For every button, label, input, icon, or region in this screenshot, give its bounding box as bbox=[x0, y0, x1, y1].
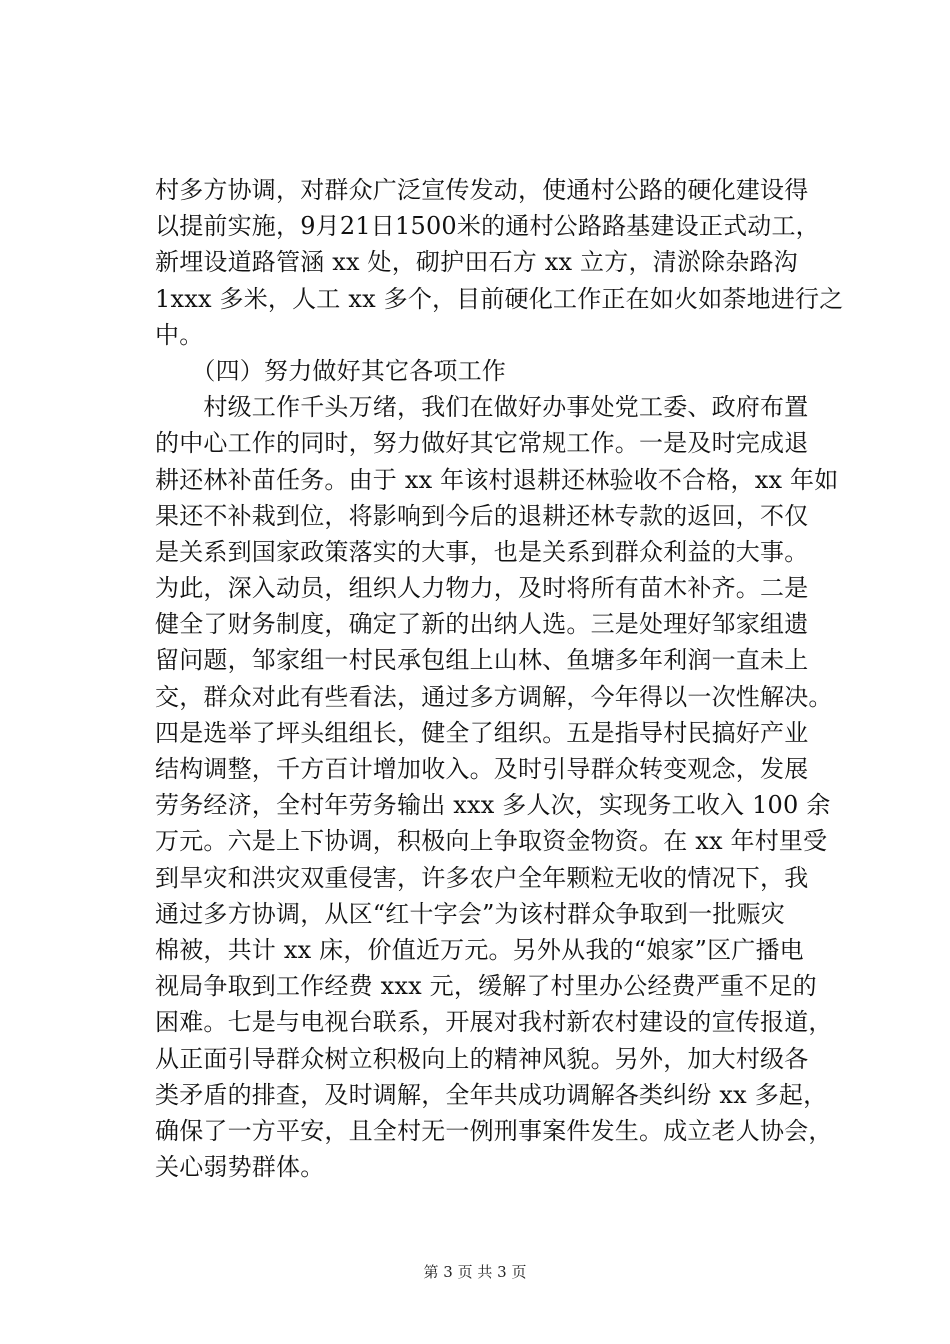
text-line-21: 通过多方协调，从区“红十字会”为该村群众争取到一批赈灾 bbox=[155, 899, 785, 928]
text-line-18: 劳务经济，全村年劳务输出 xxx 多人次，实现务工收入 100 余 bbox=[155, 791, 831, 820]
text-line-8: 的中心工作的同时，努力做好其它常规工作。一是及时完成退 bbox=[155, 429, 809, 458]
text-line-13: 健全了财务制度，确定了新的出纳人选。三是处理好邹家组遗 bbox=[155, 610, 809, 639]
text-line-9: 耕还林补苗任务。由于 xx 年该村退耕还林验收不合格，xx 年如 bbox=[155, 465, 839, 494]
text-line-3: 新埋设道路管涵 xx 处，砌护田石方 xx 立方，清淤除杂路沟 bbox=[155, 248, 798, 277]
text-line-14: 留问题，邹家组一村民承包组上山林、鱼塘多年利润一直未上 bbox=[155, 646, 809, 675]
text-line-26: 类矛盾的排查，及时调解，全年共成功调解各类纠纷 xx 多起， bbox=[155, 1080, 828, 1109]
text-line-4: 1xxx 多米，人工 xx 多个，目前硬化工作正在如火如荼地进行之 bbox=[155, 284, 844, 313]
text-line-19: 万元。六是上下协调，积极向上争取资金物资。在 xx 年村里受 bbox=[155, 827, 828, 856]
text-line-7: 村级工作千头万绪，我们在做好办事处党工委、政府布置 bbox=[155, 393, 809, 422]
text-line-17: 结构调整，千方百计增加收入。及时引导群众转变观念，发展 bbox=[155, 755, 809, 783]
text-line-5: 中。 bbox=[155, 320, 204, 349]
text-line-27: 确保了一方平安，且全村无一例刑事案件发生。成立老人协会， bbox=[155, 1116, 833, 1145]
text-line-10: 果还不补栽到位，将影响到今后的退耕还林专款的返回，不仅 bbox=[155, 501, 809, 530]
text-line-1: 村多方协调，对群众广泛宣传发动，使通村公路的硬化建设得 bbox=[155, 176, 809, 204]
text-line-12: 为此，深入动员，组织人力物力，及时将所有苗木补齐。二是 bbox=[155, 574, 809, 603]
text-line-28: 关心弱势群体。 bbox=[155, 1153, 325, 1182]
text-line-24: 困难。七是与电视台联系，开展对我村新农村建设的宣传报道， bbox=[155, 1008, 833, 1037]
text-line-16: 四是选举了坪头组组长，健全了组织。五是指导村民搞好产业 bbox=[155, 718, 809, 747]
text-line-23: 视局争取到工作经费 xxx 元，缓解了村里办公经费严重不足的 bbox=[155, 972, 817, 1001]
text-line-15: 交，群众对此有些看法，通过多方调解，今年得以一次性解决。 bbox=[155, 682, 833, 711]
text-line-25: 从正面引导群众树立积极向上的精神风貌。另外，加大村级各 bbox=[155, 1044, 809, 1073]
document-body bbox=[155, 172, 843, 1185]
text-line-20: 到旱灾和洪灾双重侵害，许多农户全年颗粒无收的情况下，我 bbox=[155, 863, 809, 892]
text-line-11: 是关系到国家政策落实的大事，也是关系到群众利益的大事。 bbox=[155, 537, 809, 566]
section-heading: （四）努力做好其它各项工作 bbox=[155, 356, 506, 385]
page-number-footer: 第 3 页 共 3 页 bbox=[423, 1263, 527, 1281]
text-line-2: 以提前实施，9月21日1500米的通村公路路基建设正式动工， bbox=[155, 212, 820, 241]
text-line-22: 棉被，共计 xx 床，价值近万元。另外从我的“娘家”区广播电 bbox=[155, 935, 804, 964]
